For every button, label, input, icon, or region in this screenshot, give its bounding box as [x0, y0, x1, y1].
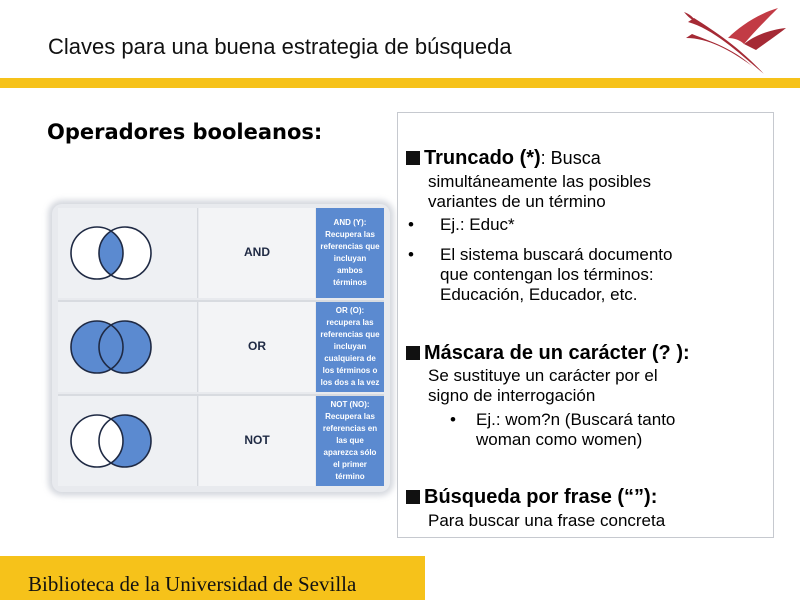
mascara-line: Se sustituye un carácter por el	[428, 366, 658, 385]
truncado-example: Ej.: Educ*	[440, 215, 515, 234]
frase-title: Búsqueda por frase (“”):	[406, 486, 657, 509]
search-keys-panel	[397, 112, 774, 538]
operator-description: OR (O): recupera las referencias que incluyan cualquiera de los términos o los dos a la vez	[316, 302, 384, 392]
checkbox-bullet-icon	[406, 490, 420, 504]
operator-label: NOT	[244, 433, 270, 447]
operator-label: AND	[244, 245, 270, 259]
operator-description: AND (Y): Recupera las referencias que incluyan ambos términos	[316, 208, 384, 298]
mascara-example: woman como women)	[476, 430, 643, 449]
header-accent-bar	[0, 78, 800, 88]
boolean-operators-heading: Operadores booleanos:	[47, 120, 323, 144]
venn-not-icon	[58, 396, 198, 486]
frase-line: Para buscar una frase concreta	[428, 511, 666, 530]
truncado-title: Truncado (*): Busca	[406, 147, 601, 170]
checkbox-bullet-icon	[406, 151, 420, 165]
venn-or-icon	[58, 302, 198, 392]
bullet-marker: •	[408, 215, 414, 234]
truncado-note: que contengan los términos:	[440, 265, 654, 284]
truncado-line: simultáneamente las posibles	[428, 172, 652, 191]
mascara-line: signo de interrogación	[428, 386, 596, 405]
checkbox-bullet-icon	[406, 346, 420, 360]
operator-label: OR	[248, 339, 266, 353]
mascara-title: Máscara de un carácter (? ):	[406, 342, 690, 365]
slide-header	[0, 0, 800, 80]
university-seal-swoosh-icon	[668, 4, 796, 76]
operator-description: NOT (NO): Recupera las referencias en las que aparezca sólo el primer término	[316, 396, 384, 486]
truncado-line: variantes de un término	[428, 192, 606, 211]
truncado-note: El sistema buscará documento	[440, 245, 673, 264]
table-row	[52, 396, 390, 488]
table-row	[52, 208, 390, 300]
footer-library-name: Biblioteca de la Universidad de Sevilla	[28, 572, 357, 596]
venn-and-icon	[58, 208, 198, 298]
boolean-operators-table	[52, 204, 390, 492]
bullet-marker: •	[450, 410, 456, 429]
slide-title: Claves para una buena estrategia de búsqueda	[48, 34, 512, 59]
truncado-note: Educación, Educador, etc.	[440, 285, 638, 304]
bullet-marker: •	[408, 245, 414, 264]
mascara-example: Ej.: wom?n (Buscará tanto	[476, 410, 676, 429]
table-row	[52, 302, 390, 394]
